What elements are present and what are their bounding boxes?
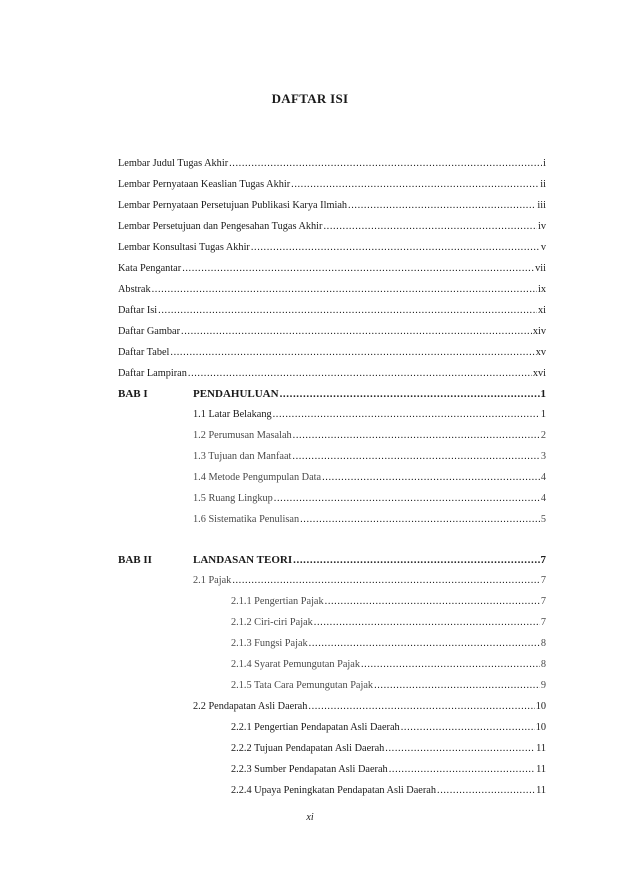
toc-section-1-3 xyxy=(193,450,546,464)
leader-dots xyxy=(300,513,540,527)
toc-entry-page: xiv xyxy=(532,326,546,337)
toc-subsection-2-1-2 xyxy=(231,616,546,630)
toc-entry-page: 2 xyxy=(540,430,546,441)
toc-section-1-6 xyxy=(193,513,546,527)
leader-dots xyxy=(374,679,540,693)
toc-entry-page: ix xyxy=(537,284,546,295)
toc-entry-page: iii xyxy=(537,200,546,211)
toc-entry-label: 1.5 Ruang Lingkup xyxy=(193,493,273,504)
toc-entry-label: Daftar Isi xyxy=(118,305,158,316)
toc-entry-page: 1 xyxy=(540,388,546,400)
leader-dots xyxy=(280,387,540,401)
toc-section-1-4 xyxy=(193,471,546,485)
toc-entry-page: 11 xyxy=(536,785,546,796)
toc-entry-label: 2.1.4 Syarat Pemungutan Pajak xyxy=(231,659,360,670)
toc-entry-page: 10 xyxy=(535,701,546,712)
toc-entry-label: Lembar Pernyataan Persetujuan Publikasi Karya Ilmiah xyxy=(118,200,348,211)
toc-entry-page: v xyxy=(540,242,546,253)
toc-entry-page: 4 xyxy=(540,472,546,483)
page-title: DAFTAR ISI xyxy=(271,91,349,106)
toc-section-1-2 xyxy=(193,429,546,443)
toc-section-2-2 xyxy=(193,700,546,714)
toc-entry-label: 1.6 Sistematika Penulisan xyxy=(193,514,300,525)
leader-dots xyxy=(232,574,540,588)
toc-entry-daftar-isi xyxy=(118,304,546,318)
toc-entry-daftar-lampiran xyxy=(118,367,546,381)
toc-entry-pernyataan-keaslian xyxy=(118,178,546,192)
toc-entry-page: 11 xyxy=(536,764,546,775)
toc-entry-page: 7 xyxy=(540,575,546,586)
leader-dots xyxy=(401,721,535,735)
toc-subsection-2-2-1 xyxy=(231,721,546,735)
toc-entry-label: 2.1.2 Ciri-ciri Pajak xyxy=(231,617,313,628)
toc-entry-label: 1.1 Latar Belakang xyxy=(193,409,272,420)
toc-subsection-2-1-1 xyxy=(231,595,546,609)
leader-dots xyxy=(182,262,534,276)
toc-entry-label: LANDASAN TEORI xyxy=(193,554,293,566)
toc-entry-page: 4 xyxy=(540,493,546,504)
toc-entry-persetujuan-publikasi xyxy=(118,199,546,213)
leader-dots xyxy=(274,492,540,506)
toc-entry-label: Lembar Persetujuan dan Pengesahan Tugas Akhir xyxy=(118,221,323,232)
toc-entry-label: Daftar Tabel xyxy=(118,347,170,358)
toc-entry-page: 7 xyxy=(540,554,546,566)
leader-dots xyxy=(323,220,537,234)
toc-entry-daftar-tabel xyxy=(118,346,546,360)
toc-entry-page: 8 xyxy=(540,659,546,670)
leader-dots xyxy=(158,304,537,318)
chapter-number: BAB I xyxy=(118,388,148,400)
toc-subsection-2-2-3 xyxy=(231,763,546,777)
toc-subsection-2-1-3 xyxy=(231,637,546,651)
toc-entry-page: iv xyxy=(537,221,546,232)
toc-entry-daftar-gambar xyxy=(118,325,546,339)
leader-dots xyxy=(188,367,532,381)
leader-dots xyxy=(293,553,539,567)
leader-dots xyxy=(251,241,540,255)
toc-entry-page: 8 xyxy=(540,638,546,649)
toc-entry-page: 3 xyxy=(540,451,546,462)
toc-entry-page: 7 xyxy=(540,617,546,628)
leader-dots xyxy=(314,616,540,630)
leader-dots xyxy=(308,700,534,714)
toc-entry-label: 2.2.4 Upaya Peningkatan Pendapatan Asli Daerah xyxy=(231,785,437,796)
toc-entry-page: 9 xyxy=(540,680,546,691)
toc-entry-page: 10 xyxy=(535,722,546,733)
toc-entry-label: Lembar Konsultasi Tugas Akhir xyxy=(118,242,250,253)
toc-entry-page: ii xyxy=(540,179,546,190)
toc-entry-label: 2.1.3 Fungsi Pajak xyxy=(231,638,308,649)
toc-entry-page: i xyxy=(543,158,546,169)
toc-subsection-2-2-4 xyxy=(231,784,546,798)
toc-entry-page: 7 xyxy=(540,596,546,607)
leader-dots xyxy=(309,637,540,651)
toc-entry-label: 2.1.1 Pengertian Pajak xyxy=(231,596,324,607)
toc-entry-page: 1 xyxy=(540,409,546,420)
toc-entry-label: 2.2.2 Tujuan Pendapatan Asli Daerah xyxy=(231,743,385,754)
toc-entry-konsultasi xyxy=(118,241,546,255)
toc-entry-persetujuan-pengesahan xyxy=(118,220,546,234)
toc-subsection-2-2-2 xyxy=(231,742,546,756)
toc-subsection-2-1-5 xyxy=(231,679,546,693)
leader-dots xyxy=(273,408,540,422)
toc-entry-page: xvi xyxy=(532,368,546,379)
toc-entry-label: Kata Pengantar xyxy=(118,263,182,274)
toc-section-1-5 xyxy=(193,492,546,506)
leader-dots xyxy=(361,658,540,672)
leader-dots xyxy=(170,346,534,360)
toc-entry-kata-pengantar xyxy=(118,262,546,276)
chapter-number: BAB II xyxy=(118,554,152,566)
toc-entry-page: xv xyxy=(535,347,546,358)
toc-entry-page: 5 xyxy=(540,514,546,525)
toc-section-2-1 xyxy=(193,574,546,588)
toc-entry-lembar-judul xyxy=(118,157,546,171)
toc-subsection-2-1-4 xyxy=(231,658,546,672)
toc-entry-page: xi xyxy=(537,305,546,316)
page-number: xi xyxy=(306,812,314,823)
toc-entry-label: Abstrak xyxy=(118,284,151,295)
toc-entry-label: PENDAHULUAN xyxy=(193,388,279,400)
leader-dots xyxy=(293,429,540,443)
toc-entry-page: vii xyxy=(535,263,546,274)
toc-entry-label: 2.2.3 Sumber Pendapatan Asli Daerah xyxy=(231,764,388,775)
toc-entry-label: 2.1 Pajak xyxy=(193,575,232,586)
toc-entry-label: 1.3 Tujuan dan Manfaat xyxy=(193,451,292,462)
toc-chapter-landasan-teori xyxy=(193,553,546,567)
leader-dots xyxy=(348,199,536,213)
toc-section-1-1 xyxy=(193,408,546,422)
leader-dots xyxy=(181,325,532,339)
toc-entry-abstrak xyxy=(118,283,546,297)
leader-dots xyxy=(385,742,535,756)
leader-dots xyxy=(322,471,540,485)
leader-dots xyxy=(152,283,537,297)
leader-dots xyxy=(389,763,535,777)
toc-entry-label: 2.1.5 Tata Cara Pemungutan Pajak xyxy=(231,680,374,691)
leader-dots xyxy=(291,178,539,192)
toc-entry-label: Lembar Judul Tugas Akhir xyxy=(118,158,229,169)
toc-entry-label: 2.2 Pendapatan Asli Daerah xyxy=(193,701,308,712)
toc-entry-page: 11 xyxy=(536,743,546,754)
toc-entry-label: 1.2 Perumusan Masalah xyxy=(193,430,292,441)
leader-dots xyxy=(229,157,542,171)
leader-dots xyxy=(325,595,540,609)
toc-entry-label: 1.4 Metode Pengumpulan Data xyxy=(193,472,322,483)
toc-entry-label: 2.2.1 Pengertian Pendapatan Asli Daerah xyxy=(231,722,400,733)
toc-entry-label: Daftar Gambar xyxy=(118,326,181,337)
toc-entry-label: Lembar Pernyataan Keaslian Tugas Akhir xyxy=(118,179,291,190)
leader-dots xyxy=(437,784,535,798)
toc-entry-label: Daftar Lampiran xyxy=(118,368,187,379)
toc-chapter-pendahuluan xyxy=(193,387,546,401)
leader-dots xyxy=(292,450,539,464)
